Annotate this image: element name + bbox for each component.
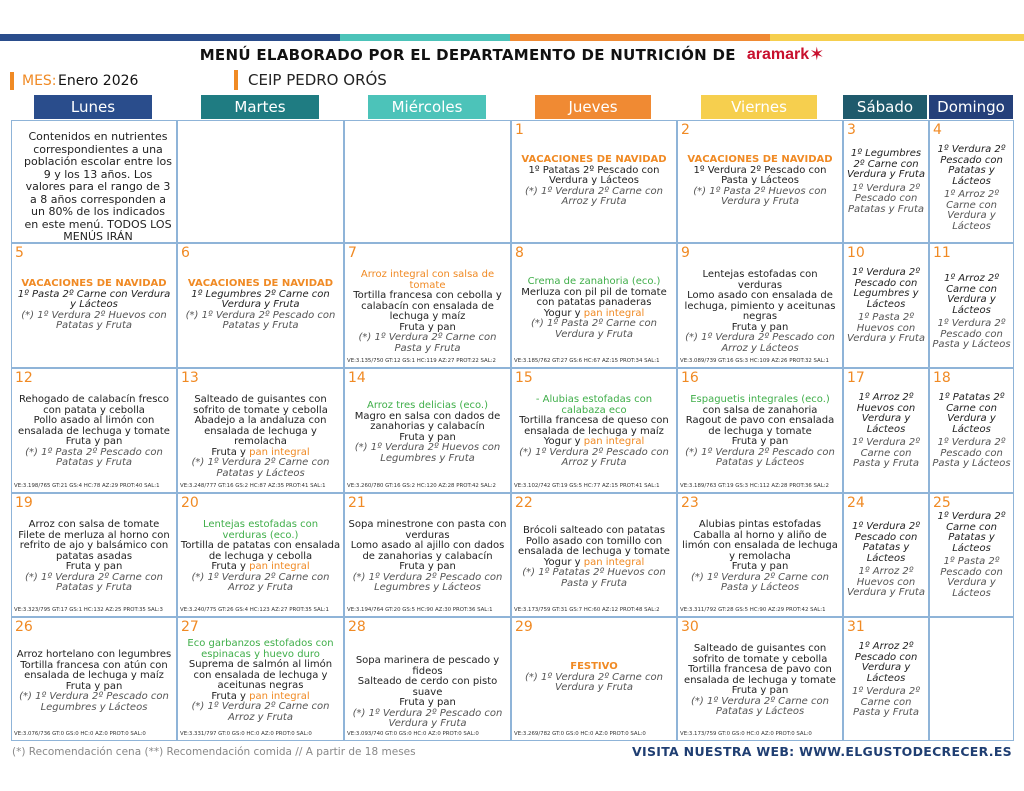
dinner-recommendation: (*) 1º Verdura 2º Pescado con Arroz y Fruta (519, 446, 669, 468)
nutrition-values: VE:3.198/765 GT:21 GS:4 HC:78 AZ:29 PROT:40 SAL:1 (14, 483, 160, 489)
dinner-recommendation: (*) 1º Pasta 2º Huevos con Verdura y Fruta (693, 185, 827, 207)
nutrition-values: VE:3.076/736 GT:0 GS:0 HC:0 AZ:0 PROT:0 SAL:0 (14, 731, 146, 737)
month-value: Enero 2026 (58, 73, 139, 89)
holiday-label: VACACIONES DE NAVIDAD (187, 278, 334, 289)
menu-text-alt: 1º Arroz 2º Huevos con Verdura y Fruta (847, 566, 925, 598)
day-cell-19[interactable] (11, 493, 177, 617)
top-stripe-orange (510, 34, 770, 41)
menu-text-alt: 1º Verdura 2º Pescado con Pasta y Lácteos (932, 318, 1011, 350)
second-course: Lomo asado con ensalada de lechuga, pimiento y aceitunas negras (684, 290, 836, 322)
nutrition-values: VE:3.185/762 GT:27 GS:6 HC:67 AZ:15 PROT:34 SAL:1 (514, 358, 660, 364)
second-course: Lomo asado al ajillo con dados de zanahorias y calabacín (350, 540, 505, 562)
dessert: Fruta y pan (731, 685, 789, 696)
day-number: 11 (933, 245, 951, 261)
day-number: 27 (181, 619, 199, 635)
nutrition-values: VE:3.093/740 GT:0 GS:0 HC:0 AZ:0 PROT:0 SAL:0 (347, 731, 479, 737)
menu-text-alt: 1º Verdura 2º Carne con Pasta y Fruta (852, 437, 920, 469)
info-text: Contenidos en nutrientes correspondientes a una población escolar entre los 9 y los 13 años. Los valores para el rango de 3 a 8 años corresponden a un 80% de los indicados en este menú. TODOS LOS MENÚS IRÁN (24, 130, 173, 243)
dinner-recommendation: (*) 1º Pasta 2º Carne con Verdura y Fruta (531, 318, 657, 340)
day-number: 5 (15, 245, 24, 261)
menu-text-alt: 1º Arroz 2º Carne con Verdura y Lácteos (944, 189, 999, 232)
holiday-label: VACACIONES DE NAVIDAD (687, 154, 833, 165)
day-number: 22 (515, 495, 533, 511)
day-header-domingo: Domingo (929, 95, 1013, 119)
dessert: Fruta y pan (399, 321, 456, 333)
top-stripe-teal (340, 34, 510, 41)
second-course: Ragout de pavo con ensalada de lechuga y tomate (685, 415, 835, 437)
second-course: Merluza con pil pil de tomate con patatas panaderas (521, 286, 667, 308)
first-course: Eco garbanzos estofados con espinacas y huevo duro (187, 638, 334, 660)
menu-text: 1º Arroz 2º Pescado con Verdura y Lácteos (854, 641, 918, 684)
top-stripe-blue (0, 34, 340, 41)
first-course: Sopa marinera de pescado y fideos (355, 655, 500, 677)
empty-cell (929, 617, 1014, 741)
menu-text-alt: 1º Verdura 2º Pescado con Patatas y Fruta (848, 182, 924, 215)
nutrition-values: VE:3.311/792 GT:28 GS:5 HC:90 AZ:29 PROT:42 SAL:1 (680, 607, 826, 613)
dinner-recommendation: (*) 1º Verdura 2º Pescado con Arroz y Lácteos (685, 332, 835, 354)
first-course: Arroz integral con salsa de tomate (360, 269, 495, 291)
nutrition-values: VE:3.189/763 GT:19 GS:3 HC:112 AZ:28 PROT:36 SAL:2 (680, 483, 829, 489)
second-course: Salteado de cerdo con pisto suave (357, 676, 498, 698)
day-cell-24[interactable] (843, 493, 929, 617)
dinner-recommendation: (*) 1º Verdura 2º Pescado con Legumbres y Lácteos (19, 691, 169, 713)
second-course: Tortilla francesa de queso con ensalada de lechuga y maíz (519, 415, 669, 437)
day-cell-2[interactable] (677, 120, 843, 243)
menu-text: 1º Verdura 2º Pescado con Pasta y Lácteos (693, 164, 827, 186)
dessert: Fruta y pan (65, 436, 123, 447)
day-header-lunes: Lunes (34, 95, 152, 119)
holiday-label: VACACIONES DE NAVIDAD (521, 154, 667, 165)
day-number: 25 (933, 495, 951, 511)
nutrition-values: VE:3.260/780 GT:16 GS:2 HC:120 AZ:28 PROT:42 SAL:2 (347, 483, 496, 489)
day-cell-21[interactable] (344, 493, 511, 617)
holiday-label: FESTIVO (570, 661, 618, 672)
dinner-recommendation: (*) 1º Verdura 2º Carne con Patatas y Lácteos (691, 695, 829, 717)
day-number: 20 (181, 495, 199, 511)
day-cell-30[interactable] (677, 617, 843, 741)
day-cell-8[interactable] (511, 243, 677, 368)
day-number: 4 (933, 122, 942, 138)
day-cell-1[interactable] (511, 120, 677, 243)
day-number: 13 (181, 370, 199, 386)
menu-text: 1º Patatas 2º Pescado con Verdura y Lácteos (528, 164, 660, 186)
menu-text: 1º Arroz 2º Huevos con Verdura y Lácteos (856, 392, 916, 435)
day-number: 28 (348, 619, 366, 635)
dessert: Fruta y pan integral (211, 690, 310, 702)
day-number: 16 (681, 370, 699, 386)
menu-text: 1º Verdura 2º Pescado con Patatas y Lácteos (937, 144, 1006, 187)
nutrition-values: VE:3.323/795 GT:17 GS:1 HC:132 AZ:25 PROT:35 SAL:3 (14, 607, 163, 613)
dinner-recommendation: (*) 1º Verdura 2º Carne con Pasta y Fruta (358, 332, 497, 354)
dessert: Fruta y pan (399, 561, 456, 572)
menu-text: 1º Verdura 2º Carne con Patatas y Lácteos (937, 511, 1006, 554)
dessert: Fruta y pan (731, 436, 789, 447)
day-number: 18 (933, 370, 951, 386)
menu-text: 1º Verdura 2º Pescado con Patatas y Lácteos (852, 521, 920, 564)
dessert: Yogur y pan integral (543, 307, 645, 319)
day-number: 14 (348, 370, 366, 386)
first-course: Arroz tres delicias (eco.) (367, 400, 488, 411)
day-cell-20[interactable] (177, 493, 344, 617)
day-cell-7[interactable] (344, 243, 511, 368)
day-cell-15[interactable] (511, 368, 677, 493)
day-number: 8 (515, 245, 524, 261)
menu-text: 1º Legumbres 2º Carne con Verdura y Fruta (191, 288, 330, 310)
day-header-martes: Martes (201, 95, 319, 119)
nutrition-values: VE:3.089/739 GT:16 GS:3 HC:109 AZ:26 PROT:32 SAL:1 (680, 358, 829, 364)
day-cell-13[interactable] (177, 368, 344, 493)
menu-text-alt: 1º Verdura 2º Carne con Pasta y Fruta (852, 686, 920, 718)
day-number: 31 (847, 619, 865, 635)
footer-legend: (*) Recomendación cena (**) Recomendación comida // A partir de 18 meses (12, 746, 416, 758)
first-course: Alubias pintas estofadas (698, 519, 822, 530)
day-number: 19 (15, 495, 33, 511)
day-number: 29 (515, 619, 533, 635)
day-cell-9[interactable] (677, 243, 843, 368)
dinner-recommendation: (*) 1º Verdura 2º Pescado con Patatas y Fruta (185, 309, 336, 331)
day-header-viernes: Viernes (701, 95, 817, 119)
day-cell-23[interactable] (677, 493, 843, 617)
day-number: 3 (847, 122, 856, 138)
empty-cell (177, 120, 344, 243)
day-cell-27[interactable] (177, 617, 344, 741)
day-number: 26 (15, 619, 33, 635)
dessert: Fruta y pan integral (211, 561, 310, 572)
first-course: - Alubias estofadas con calabaza eco (535, 394, 653, 416)
menu-text: 1º Arroz 2º Carne con Verdura y Lácteos (944, 273, 999, 316)
first-course: Salteado de guisantes con sofrito de tomate y cebolla (193, 394, 328, 416)
day-number: 1 (515, 122, 524, 138)
dinner-recommendation: (*) 1º Verdura 2º Huevos con Patatas y Fruta (21, 309, 167, 331)
nutrition-values: VE:3.248/777 GT:16 GS:2 HC:87 AZ:35 PROT:41 SAL:1 (180, 483, 326, 489)
dinner-recommendation: (*) 1º Pasta 2º Pescado con Patatas y Fruta (25, 446, 163, 468)
day-cell-5[interactable] (11, 243, 177, 368)
dessert: Fruta y pan (731, 321, 789, 333)
nutrition-values: VE:3.173/759 GT:0 GS:0 HC:0 AZ:0 PROT:0 SAL:0 (680, 731, 812, 737)
brand-star-icon: ✶ (809, 44, 825, 65)
first-course: Espaguetis integrales (eco.) con salsa de zanahoria (690, 394, 830, 416)
day-cell-6[interactable] (177, 243, 344, 368)
day-header-sabado: Sábado (843, 95, 927, 119)
nutrition-values: VE:3.102/742 GT:19 GS:5 HC:77 AZ:15 PROT:41 SAL:1 (514, 483, 660, 489)
day-number: 30 (681, 619, 699, 635)
day-cell-12[interactable] (11, 368, 177, 493)
day-number: 7 (348, 245, 357, 261)
day-cell-31[interactable] (843, 617, 929, 741)
dinner-recommendation: (*) 1º Patatas 2º Huevos con Pasta y Fruta (522, 567, 666, 589)
dinner-recommendation: (*) 1º Verdura 2º Pescado con Patatas y Lácteos (685, 446, 835, 468)
first-course: Lentejas estofadas con verduras (eco.) (202, 519, 319, 541)
first-course: Salteado de guisantes con sofrito de tomate y cebolla (692, 643, 828, 665)
second-course: Tortilla francesa con cebolla y calabacín con ensalada de lechuga y maíz (353, 290, 502, 322)
menu-text-alt: 1º Verdura 2º Pescado con Pasta y Lácteos (932, 437, 1011, 469)
day-cell-3[interactable] (843, 120, 929, 243)
day-cell-29[interactable] (511, 617, 677, 741)
dinner-recommendation: (*) 1º Verdura 2º Carne con Arroz y Fruta (191, 571, 330, 593)
page-title-row (0, 44, 1024, 70)
day-cell-4[interactable] (929, 120, 1014, 243)
day-cell-22[interactable] (511, 493, 677, 617)
nutrition-values: VE:3.173/759 GT:31 GS:7 HC:60 AZ:12 PROT:48 SAL:2 (514, 607, 660, 613)
dessert: Fruta y pan (731, 561, 789, 572)
nutrition-values: VE:3.331/797 GT:0 GS:0 HC:0 AZ:0 PROT:0 SAL:0 (180, 731, 312, 737)
dessert: Fruta y pan integral (211, 446, 310, 458)
dinner-recommendation: (*) 1º Verdura 2º Huevos con Legumbres y Fruta (354, 442, 501, 464)
second-course: Suprema de salmón al limón con ensalada de lechuga y aceitunas negras (188, 659, 333, 691)
first-course: Sopa minestrone con pasta con verduras (348, 519, 507, 541)
page-title: MENÚ ELABORADO POR EL DEPARTAMENTO DE NUTRICIÓN DE (199, 45, 736, 64)
month-box (10, 72, 229, 90)
nutrition-values: VE:3.240/775 GT:26 GS:4 HC:123 AZ:27 PROT:35 SAL:1 (180, 607, 329, 613)
day-number: 9 (681, 245, 690, 261)
day-number: 17 (847, 370, 865, 386)
day-number: 12 (15, 370, 33, 386)
dessert: Fruta y pan (65, 561, 123, 572)
dinner-recommendation: (*) 1º Verdura 2º Carne con Arroz y Fruta (191, 701, 330, 723)
day-number: 24 (847, 495, 865, 511)
dinner-recommendation: (*) 1º Verdura 2º Pescado con Legumbres y Lácteos (352, 571, 503, 593)
dinner-recommendation: (*) 1º Verdura 2º Carne con Patatas y Lácteos (191, 457, 330, 479)
brand-logo: aramark (746, 45, 810, 63)
empty-cell (344, 120, 511, 243)
first-course: Lentejas estofadas con verduras (702, 269, 818, 291)
second-course: Caballa al horno y aliño de limón con ensalada de lechuga y remolacha (682, 529, 838, 562)
second-course: Pollo asado con tomillo con ensalada de lechuga y tomate (518, 535, 670, 557)
day-number: 2 (681, 122, 690, 138)
day-number: 21 (348, 495, 366, 511)
school-box (234, 70, 1018, 90)
day-cell-28[interactable] (344, 617, 511, 741)
day-cell-11[interactable] (929, 243, 1014, 368)
second-course: Filete de merluza al horno con refrito de ajo y balsámico con patatas asadas (18, 529, 170, 562)
nutrition-values: VE:3.269/782 GT:0 GS:0 HC:0 AZ:0 PROT:0 SAL:0 (514, 731, 646, 737)
day-header-jueves: Jueves (535, 95, 651, 119)
dinner-recommendation: (*) 1º Verdura 2º Carne con Arroz y Fruta (525, 185, 663, 207)
day-number: 10 (847, 245, 865, 261)
footer-website-link[interactable]: VISITA NUESTRA WEB: WWW.ELGUSTODECRECER.ES (632, 744, 1012, 759)
dinner-recommendation: (*) 1º Verdura 2º Carne con Pasta y Lácteos (691, 571, 829, 593)
dinner-recommendation: (*) 1º Verdura 2º Carne con Verdura y Fruta (525, 671, 663, 693)
menu-text: 1º Patatas 2º Carne con Verdura y Lácteos (938, 392, 1005, 435)
first-course: Rehogado de calabacín fresco con patata y cebolla (18, 394, 170, 416)
menu-text: 1º Verdura 2º Pescado con Legumbres y Lácteos (852, 267, 920, 310)
day-cell-25[interactable] (929, 493, 1014, 617)
second-course: Tortilla francesa con atún con ensalada de lechuga y maíz (20, 659, 168, 681)
day-cell-26[interactable] (11, 617, 177, 741)
holiday-label: VACACIONES DE NAVIDAD (21, 278, 167, 289)
dessert: Fruta y pan (399, 431, 456, 443)
dessert: Yogur y pan integral (543, 436, 645, 447)
menu-text: 1º Pasta 2º Carne con Verdura y Lácteos (17, 288, 171, 310)
day-number: 15 (515, 370, 533, 386)
day-cell-17[interactable] (843, 368, 929, 493)
top-stripe-yellow (770, 34, 1024, 41)
first-course: Brócoli salteado con patatas (522, 525, 666, 536)
menu-text-alt: 1º Pasta 2º Pescado con Verdura y Lácteos (940, 556, 1003, 599)
second-course: Abadejo a la andaluza con ensalada de lechuga y remolacha (194, 415, 327, 447)
nutrition-values: VE:3.135/750 GT:12 GS:1 HC:119 AZ:27 PROT:22 SAL:2 (347, 358, 496, 364)
second-course: Tortilla de patatas con ensalada de lechuga y cebolla (180, 540, 341, 562)
dessert: Yogur y pan integral (543, 556, 645, 568)
menu-text: 1º Legumbres 2º Carne con Verdura y Fruta (847, 148, 925, 180)
menu-text-alt: 1º Pasta 2º Huevos con Verdura y Fruta (847, 312, 925, 344)
second-course: Tortilla francesa de pavo con ensalada de lechuga y tomate (684, 664, 836, 686)
info-cell (11, 120, 177, 243)
day-number: 6 (181, 245, 190, 261)
day-cell-18[interactable] (929, 368, 1014, 493)
day-header-miercoles: Miércoles (368, 95, 486, 119)
day-cell-14[interactable] (344, 368, 511, 493)
day-cell-16[interactable] (677, 368, 843, 493)
first-course: Arroz con salsa de tomate (28, 519, 160, 530)
dinner-recommendation: (*) 1º Verdura 2º Pescado con Verdura y Fruta (352, 707, 503, 729)
dinner-recommendation: (*) 1º Verdura 2º Carne con Patatas y Fruta (25, 571, 163, 593)
second-course: Magro en salsa con dados de zanahorias y calabacín (354, 410, 501, 432)
dessert: Fruta y pan (399, 697, 456, 708)
nutrition-values: VE:3.194/764 GT:20 GS:5 HC:90 AZ:30 PROT:36 SAL:1 (347, 607, 493, 613)
day-cell-10[interactable] (843, 243, 929, 368)
first-course: Crema de zanahoria (eco.) (527, 276, 661, 287)
month-label: MES: (22, 73, 57, 89)
second-course: Pollo asado al limón con ensalada de lechuga y tomate (18, 415, 170, 437)
dessert: Fruta y pan (65, 680, 123, 692)
school-name: CEIP PEDRO ORÓS (248, 71, 387, 89)
day-number: 23 (681, 495, 699, 511)
first-course: Arroz hortelano con legumbres (16, 649, 172, 660)
